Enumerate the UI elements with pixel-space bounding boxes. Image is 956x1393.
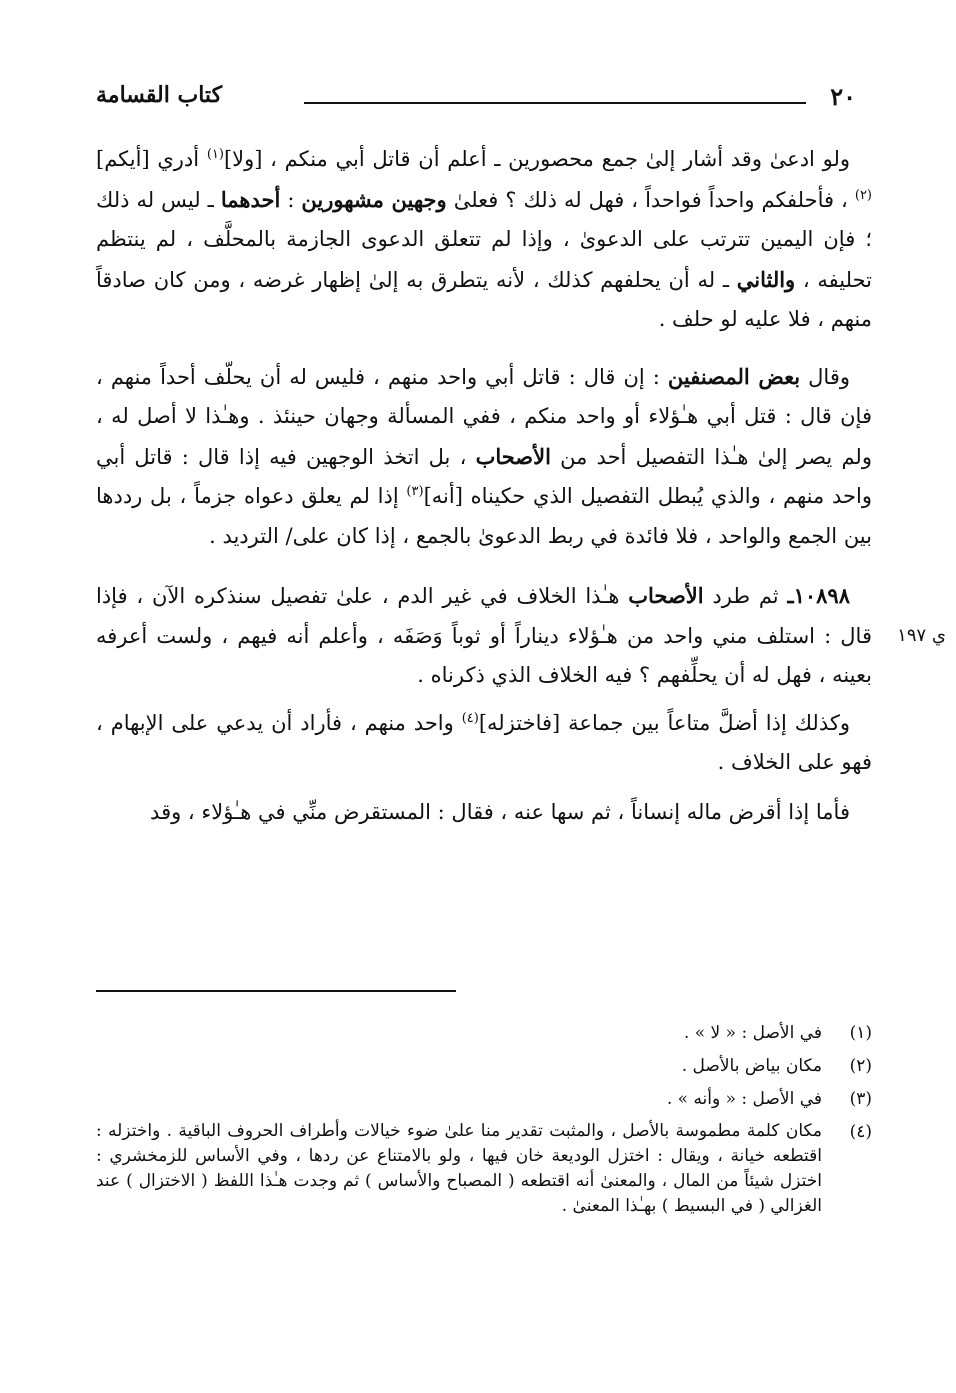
footnote-text: مكان كلمة مطموسة بالأصل ، والمثبت تقدير منا علىٰ ضوء خيالات وأطراف الحروف الباقية . واختزله : اقتطعه خيانة ، ويقال : اختزل الوديعة خان فيها ، ولو بالامتناع عن ردها ، وفي الأساس للزمخشري : اختزل شيئاً من المال ، والمعنىٰ أنه اقتطعه ( المصباح والأساس ) ثم وجدت هـٰذا اللفظ ( الاختزال ) عند الغزالي ( في البسيط ) بهـٰذا المعنىٰ .: [96, 1121, 822, 1216]
footnote-ref-2[interactable]: (٢): [854, 187, 872, 203]
book-title: كتاب القسامة: [96, 82, 223, 108]
text-run: ـ ليس له ذلك ؛ فإن اليمين تترتب على الدعوىٰ ، وإذا لم تتعلق الدعوى الجازمة بالمحلَّف ، لم ينتظم تحليفه ،: [96, 187, 872, 292]
bold-term: أحدهما: [220, 186, 281, 212]
footnote-ref-4[interactable]: (٤): [461, 710, 479, 726]
footnote-separator: [96, 990, 456, 992]
text-run: فأما إذا أقرض ماله إنساناً ، ثم سها عنه ، فقال : المستقرض منِّي في هـٰؤلاء ، وقد: [150, 799, 850, 824]
header-rule: [304, 102, 806, 104]
footnotes: [96, 1020, 872, 1225]
bold-term: الأصحاب: [628, 583, 704, 608]
bold-term: وجهين مشهورين: [301, 186, 447, 212]
paragraph-4: [96, 704, 872, 783]
footnote-number: (٤): [849, 1122, 872, 1142]
paragraph-3: [96, 576, 872, 696]
text-run: ـ له أن يحلفهم كذلك ، لأنه يتطرق به إلىٰ إظهار غرضه ، ومن كان صادقاً منهم ، فلا عليه لو حلف .: [96, 267, 872, 331]
footnote-text: في الأصل : « وأنه » .: [666, 1089, 822, 1109]
text-run: ولو ادعىٰ وقد أشار إلىٰ جمع محصورين ـ أعلم أن قاتل أبي منكم ، [ولا]: [223, 147, 850, 171]
bold-term: الأصحاب: [475, 443, 551, 469]
running-header: [96, 82, 856, 116]
footnote-3: [96, 1086, 872, 1113]
footnote-text: مكان بياض بالأصل .: [681, 1056, 822, 1076]
main-text: [96, 140, 872, 832]
footnote-number: (٢): [849, 1056, 872, 1076]
footnote-1: [96, 1020, 872, 1047]
text-run: إذا لم يعلق دعواه جزماً ، بل رددها بين الجمع والواحد ، فلا فائدة في ربط الدعوىٰ بالجمع ، إذا كان على/ الترديد .: [96, 484, 872, 548]
bold-term: والثاني: [736, 266, 796, 292]
text-run: ثم طرد: [703, 584, 788, 608]
footnote-2: [96, 1053, 872, 1080]
bold-term: بعض المصنفين: [667, 363, 801, 389]
text-run: ، بل اتخذ الوجهين فيه إذا قال : قاتل أبي واحد منهم ، والذي يُبطل التفصيل الذي حكيناه [أنه]: [96, 444, 872, 508]
text-run: : إن قال : قاتل أبي واحد منهم ، فليس له أن يحلّف أحداً منهم ، فإن قال : قتل أبي هـٰؤلاء أو واحد منكم ، ففي المسألة وجهان حينئذ . وهـٰذا لا أصل له ، ولم يصر إلىٰ هـٰذا التفصيل أحد من: [96, 364, 872, 469]
text-run: وقال: [800, 364, 850, 389]
footnote-ref-1[interactable]: (١): [206, 147, 224, 162]
footnote-4: [96, 1119, 872, 1219]
manuscript-folio-note: ي ١٩٧: [897, 625, 946, 646]
footnote-number: (١): [849, 1023, 872, 1043]
text-run: :: [280, 187, 302, 212]
issue-number: ١٠٨٩٨ـ: [787, 583, 850, 608]
paragraph-5: [96, 793, 872, 833]
footnote-number: (٣): [849, 1089, 872, 1109]
text-run: أدري [أيكم]: [96, 147, 207, 171]
footnote-ref-3[interactable]: (٣): [406, 484, 424, 499]
paragraph-1: [96, 140, 872, 340]
text-run: ، فأحلفكم واحداً فواحداً ، فهل له ذلك ؟ فعلىٰ: [446, 187, 855, 212]
text-run: واحد منهم ، فأراد أن يدعي على الإبهام ، فهو على الخلاف .: [96, 710, 872, 774]
page-number: ٢٠: [830, 82, 856, 111]
paragraph-2: [96, 357, 872, 557]
footnote-text: في الأصل : « لا » .: [683, 1023, 822, 1043]
text-run: هـٰذا الخلاف في غير الدم ، علىٰ تفصيل سنذكره الآن ، فإذا قال : استلف مني واحد من هـٰؤلاء ديناراً أو ثوباً وَصَفَه ، وأعلم أنه فيهم ، ولست أعرفه بعينه ، فهل له أن يحلِّفهم ؟ فيه الخلاف الذي ذكرناه .: [96, 584, 872, 687]
text-run: وكذلك إذا أضلَّ متاعاً بين جماعة [فاختزله]: [478, 710, 850, 735]
